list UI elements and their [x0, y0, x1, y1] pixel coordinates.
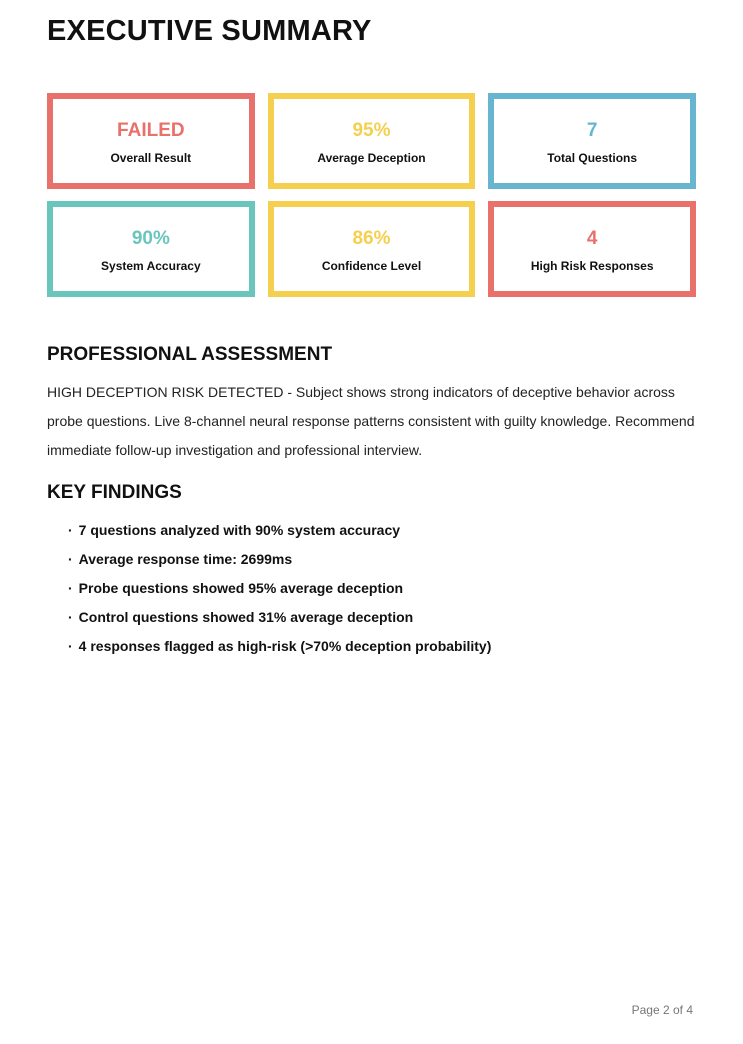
metric-card-high-risk-responses — [488, 201, 696, 297]
metric-value: 7 — [586, 119, 598, 141]
metric-card-overall-result — [47, 93, 255, 189]
metric-value: FAILED — [117, 119, 185, 141]
page-title: EXECUTIVE SUMMARY — [47, 15, 372, 47]
metric-label: System Accuracy — [101, 258, 201, 273]
bullet-icon: · — [68, 609, 73, 625]
metric-value: 95% — [352, 119, 391, 141]
finding-text: Probe questions showed 95% average deception — [78, 580, 404, 596]
assessment-paragraph: HIGH DECEPTION RISK DETECTED - Subject shows strong indicators of deceptive behavior across probe questions. Live 8-channel neural response patterns consistent with guilty knowledge. Recommend immediate follow-up investigation and professional interview. — [47, 384, 695, 458]
finding-item — [47, 574, 696, 603]
metric-label: Confidence Level — [321, 258, 422, 273]
metric-label: Overall Result — [110, 150, 192, 165]
finding-item — [47, 516, 696, 545]
metric-label: Total Questions — [547, 150, 638, 165]
metric-card-system-accuracy — [47, 201, 255, 297]
page-number: Page 2 of 4 — [631, 1003, 693, 1017]
section-heading-key-findings: KEY FINDINGS — [47, 482, 182, 503]
metric-value: 86% — [352, 227, 391, 249]
metric-card-total-questions — [488, 93, 696, 189]
key-findings-list — [47, 516, 696, 661]
metric-value: 4 — [586, 227, 598, 249]
finding-item — [47, 545, 696, 574]
finding-item — [47, 603, 696, 632]
bullet-icon: · — [68, 580, 73, 596]
finding-text: Control questions showed 31% average deception — [78, 609, 414, 625]
metric-label: Average Deception — [317, 150, 426, 165]
bullet-icon: · — [68, 638, 73, 654]
metric-card-confidence-level — [268, 201, 476, 297]
bullet-icon: · — [68, 551, 73, 567]
section-heading-professional-assessment: PROFESSIONAL ASSESSMENT — [47, 344, 333, 365]
finding-text: Average response time: 2699ms — [78, 551, 293, 567]
finding-text: 7 questions analyzed with 90% system accuracy — [78, 522, 401, 538]
bullet-icon: · — [68, 522, 73, 538]
metric-cards-grid — [47, 93, 696, 297]
metric-card-average-deception — [268, 93, 476, 189]
finding-item — [47, 632, 696, 661]
metric-label: High Risk Responses — [530, 258, 654, 273]
metric-value: 90% — [131, 227, 170, 249]
finding-text: 4 responses flagged as high-risk (>70% deception probability) — [78, 638, 492, 654]
